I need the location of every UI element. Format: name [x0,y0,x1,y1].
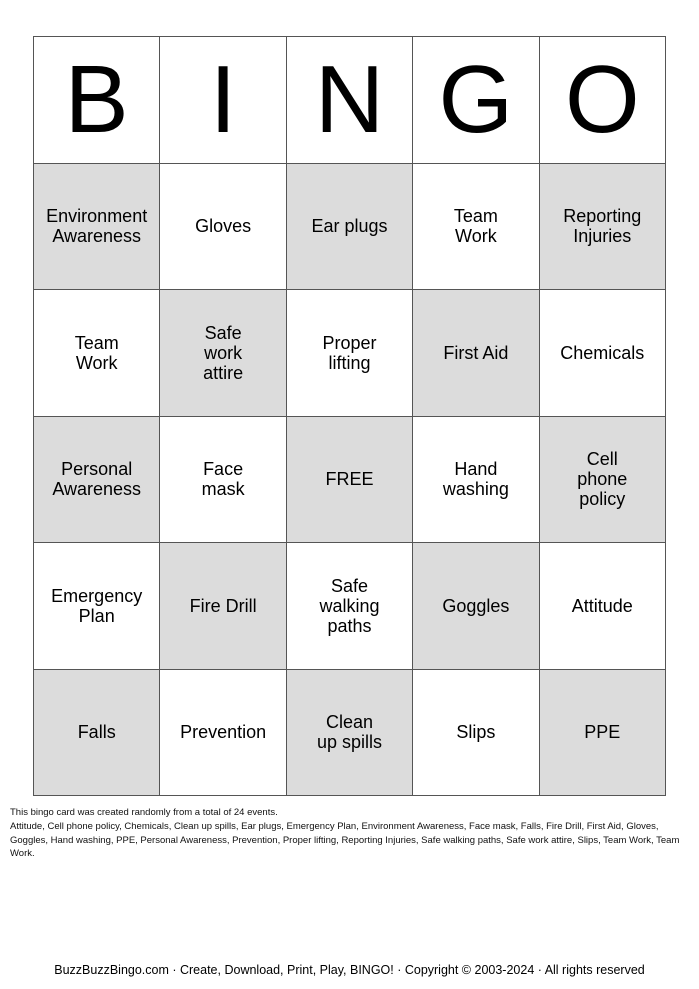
event-list-text: Attitude, Cell phone policy, Chemicals, Clean up spills, Ear plugs, Emergency Plan, Environment Awareness, Face mask, Falls, Fire Drill, First Aid, Gloves, Goggles, Hand washing, PPE, Personal Awareness, Prevention, Proper lifting, Reporting Injuries, Safe walking paths, Safe work attire, Slips, Team Work, Team Work. [10,821,680,859]
header-letter-n: N [287,37,413,164]
bingo-cell: Team Work [34,290,160,417]
bingo-cell: Safe walking paths [287,543,413,670]
bingo-card [33,36,666,796]
bingo-cell: Safe work attire [160,290,286,417]
header-letter-i: I [160,37,286,164]
bingo-cell: Gloves [160,164,286,291]
header-letter-o: O [540,37,666,164]
free-space-cell: FREE [287,417,413,544]
bingo-cell: Cell phone policy [540,417,666,544]
bingo-cell: Clean up spills [287,670,413,797]
bingo-cell: Hand washing [413,417,539,544]
bingo-cell: Falls [34,670,160,797]
header-letter-g: G [413,37,539,164]
bingo-cell: Goggles [413,543,539,670]
bingo-cell: Environment Awareness [34,164,160,291]
bingo-cell: Proper lifting [287,290,413,417]
footer-copyright: BuzzBuzzBingo.com · Create, Download, Print, Play, BINGO! · Copyright © 2003-2024 · All rights reserved [54,963,645,977]
bingo-cell: Attitude [540,543,666,670]
bingo-cell: Personal Awareness [34,417,160,544]
bingo-cell: PPE [540,670,666,797]
bingo-cell: Prevention [160,670,286,797]
bingo-cell: Reporting Injuries [540,164,666,291]
bingo-cell: Slips [413,670,539,797]
bingo-cell: Ear plugs [287,164,413,291]
bingo-cell: Face mask [160,417,286,544]
bingo-cell: Fire Drill [160,543,286,670]
bingo-cell: Team Work [413,164,539,291]
header-letter-b: B [34,37,160,164]
card-info-text: This bingo card was created randomly from a total of 24 events. [10,807,278,818]
bingo-cell: Chemicals [540,290,666,417]
bingo-cell: First Aid [413,290,539,417]
bingo-cell: Emergency Plan [34,543,160,670]
